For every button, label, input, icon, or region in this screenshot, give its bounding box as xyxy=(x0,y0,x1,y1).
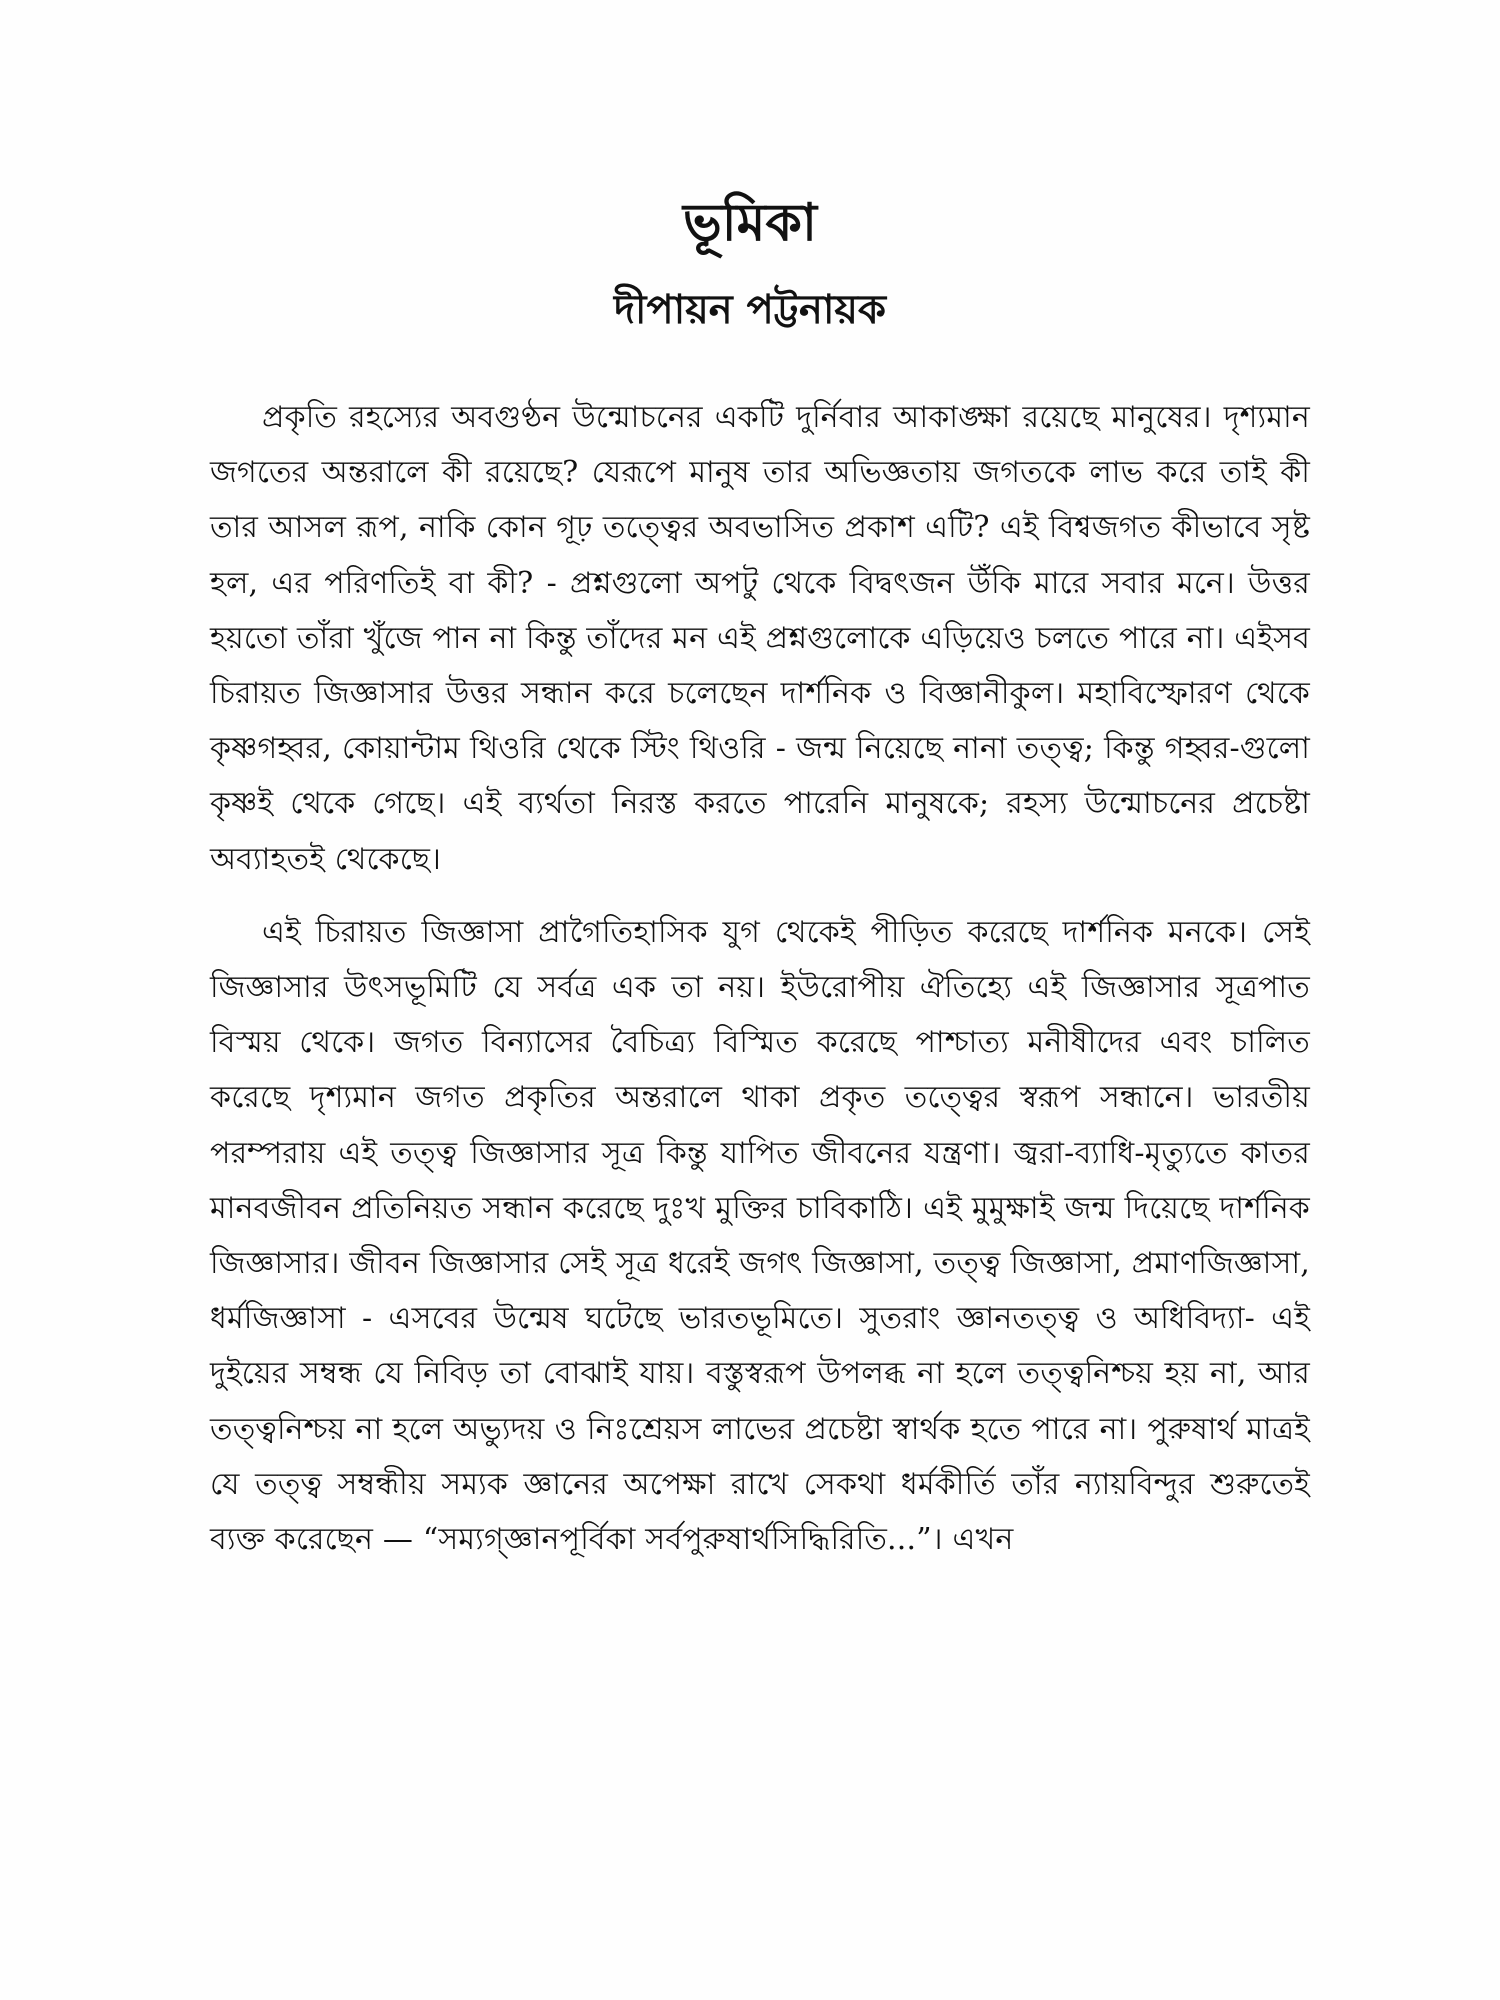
page-title: ভূমিকা xyxy=(683,193,817,253)
body-text xyxy=(210,390,1310,1567)
author-name: দীপায়ন পট্টনায়ক xyxy=(614,287,886,333)
paragraph-1: প্রকৃতি রহস্যের অবগুণ্ঠন উন্মোচনের একটি দুর্নিবার আকাঙ্ক্ষা রয়েছে মানুষের। দৃশ্যমান জগতের অন্তরালে কী রয়েছে? যেরূপে মানুষ তার অভিজ্ঞতায় জগতকে লাভ করে তাই কী তার আসল রূপ, নাকি কোন গূঢ় তত্ত্বের অবভাসিত প্রকাশ এটি? এই বিশ্বজগত কীভাবে সৃষ্ট হল, এর পরিণতিই বা কী? - প্রশ্নগুলো অপটু থেকে বিদ্বৎজন উঁকি মারে সবার মনে। উত্তর হয়তো তাঁরা খুঁজে পান না কিন্তু তাঁদের মন এই প্রশ্নগুলোকে এড়িয়েও চলতে পারে না। এইসব চিরায়ত জিজ্ঞাসার উত্তর সন্ধান করে চলেছেন দার্শনিক ও বিজ্ঞানীকুল। মহাবিস্ফোরণ থেকে কৃষ্ণগহ্বর, কোয়ান্টাম থিওরি থেকে স্টিং থিওরি - জন্ম নিয়েছে নানা তত্ত্ব; কিন্তু গহ্বর-গুলো কৃষ্ণই থেকে গেছে। এই ব্যর্থতা নিরস্ত করতে পারেনি মানুষকে; রহস্য উন্মোচনের প্রচেষ্টা অব্যাহতই থেকেছে। xyxy=(210,400,1310,877)
paragraph-2: এই চিরায়ত জিজ্ঞাসা প্রাগৈতিহাসিক যুগ থেকেই পীড়িত করেছে দার্শনিক মনকে। সেই জিজ্ঞাসার উৎসভূমিটি যে সর্বত্র এক তা নয়। ইউরোপীয় ঐতিহ্যে এই জিজ্ঞাসার সূত্রপাত বিস্ময় থেকে। জগত বিন্যাসের বৈচিত্র্য বিস্মিত করেছে পাশ্চাত্য মনীষীদের এবং চালিত করেছে দৃশ্যমান জগত প্রকৃতির অন্তরালে থাকা প্রকৃত তত্ত্বের স্বরূপ সন্ধানে। ভারতীয় পরম্পরায় এই তত্ত্ব জিজ্ঞাসার সূত্র কিন্তু যাপিত জীবনের যন্ত্রণা। জ্বরা-ব্যাধি-মৃত্যুতে কাতর মানবজীবন প্রতিনিয়ত সন্ধান করেছে দুঃখ মুক্তির চাবিকাঠি। এই মুমুক্ষাই জন্ম দিয়েছে দার্শনিক জিজ্ঞাসার। জীবন জিজ্ঞাসার সেই সূত্র ধরেই জগৎ জিজ্ঞাসা, তত্ত্ব জিজ্ঞাসা, প্রমাণজিজ্ঞাসা, ধর্মজিজ্ঞাসা - এসবের উন্মেষ ঘটেছে ভারতভূমিতে। সুতরাং জ্ঞানতত্ত্ব ও অধিবিদ্যা- এই দুইয়ের সম্বন্ধ যে নিবিড় তা বোঝাই যায়। বস্তুস্বরূপ উপলব্ধ না হলে তত্ত্বনিশ্চয় হয় না, আর তত্ত্বনিশ্চয় না হলে অভ্যুদয় ও নিঃশ্রেয়স লাভের প্রচেষ্টা স্বার্থক হতে পারে না। পুরুষার্থ মাত্রই যে তত্ত্ব সম্বন্ধীয় সম্যক জ্ঞানের অপেক্ষা রাখে সেকথা ধর্মকীর্তি তাঁর ন্যায়বিন্দুর শুরুতেই ব্যক্ত করেছেন — “সম্যগ্‌জ্ঞানপূর্বিকা সর্বপুরুষার্থসিদ্ধিরিতি...”। এখন xyxy=(210,914,1310,1558)
